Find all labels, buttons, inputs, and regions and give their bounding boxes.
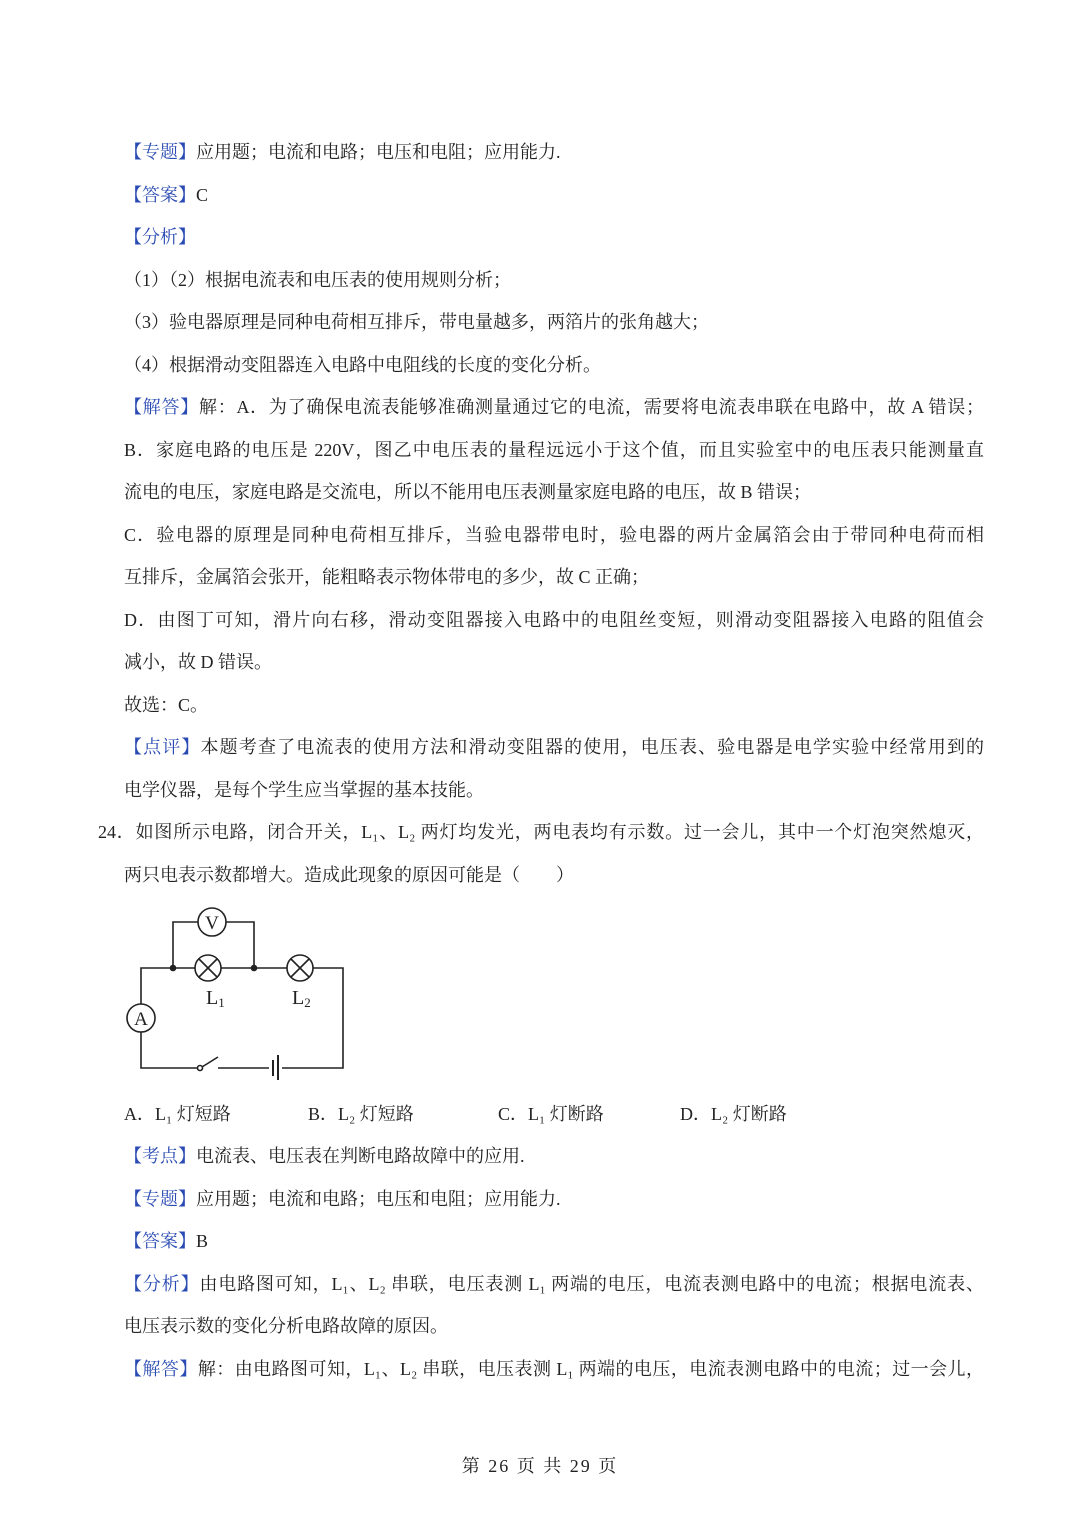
option-b: B．L₂ 灯短路 — [308, 1104, 414, 1124]
comment-line: 电学仪器，是每个学生应当掌握的基本技能。 — [124, 779, 484, 800]
solution-line: D．由图丁可知，滑片向右移，滑动变阻器接入电路中的电阻丝变短，则滑动变阻器接入电路的阻值会 — [124, 609, 984, 630]
switch — [198, 1057, 219, 1071]
comment-text: 本题考查了电流表的使用方法和滑动变阻器的使用，电压表、验电器是电学实验中经常用到的 — [200, 737, 984, 757]
topic-text: 应用题；电流和电路；电压和电阻；应用能力. — [196, 1188, 561, 1209]
comment-tag: 【点评】 — [124, 737, 201, 757]
lamp-l2 — [287, 955, 313, 981]
topic-tag: 【专题】 — [124, 1188, 196, 1209]
point-line — [124, 1135, 984, 1178]
solution-text: 解：由电路图可知，L₁、L₂ 串联，电压表测 L₁ 两端的电压，电流表测电路中的电流；过一会儿， — [197, 1358, 984, 1379]
page-number: 第 26 页 共 29 页 — [461, 1456, 619, 1476]
lamp1-label: L1 — [206, 987, 225, 1010]
topic-text: 应用题；电流和电路；电压和电阻；应用能力. — [196, 142, 561, 162]
solution-line: C．验电器的原理是同种电荷相互排斥，当验电器带电时，验电器的两片金属箔会由于带同种电荷而相 — [124, 524, 984, 545]
solution-line: 减小，故 D 错误。 — [124, 652, 272, 672]
solution-line — [124, 1348, 984, 1391]
question-line: 两只电表示数都增大。造成此现象的原因可能是（ ） — [124, 864, 574, 885]
topic-tag: 【专题】 — [124, 142, 196, 162]
solution-tag: 【解答】 — [124, 397, 199, 417]
answer-tag: 【答案】 — [124, 184, 196, 205]
solution-line: B．家庭电路的电压是 220V，图乙中电压表的量程远远小于这个值，而且实验室中的电压表只能测量直 — [124, 439, 984, 460]
battery — [273, 1055, 278, 1080]
junction — [171, 966, 176, 971]
analysis-line: 电压表示数的变化分析电路故障的原因。 — [124, 1316, 448, 1336]
lamp2-label: L2 — [292, 987, 311, 1010]
analysis-tag: 【分析】 — [124, 227, 196, 247]
analysis-line — [124, 1263, 984, 1306]
analysis-line: （1）（2）根据电流表和电压表的使用规则分析； — [124, 269, 511, 290]
circuit-diagram — [110, 900, 370, 1090]
option-c: C．L₁ 灯断路 — [498, 1104, 604, 1124]
voltmeter-label: V — [205, 913, 219, 934]
question-text: 如图所示电路，闭合开关，L₁、L₂ 两灯均发光，两电表均有示数。过一会儿，其中一个灯泡突然熄灭， — [135, 822, 984, 842]
solution-tag: 【解答】 — [124, 1358, 198, 1379]
question-number: 24． — [98, 822, 136, 842]
junction — [252, 966, 257, 971]
point-tag: 【考点】 — [124, 1146, 196, 1166]
analysis-text: 由电路图可知，L₁、L₂ 串联，电压表测 L₁ 两端的电压，电流表测电路中的电流；根据电流表、 — [199, 1273, 984, 1294]
answer-text: C — [196, 184, 209, 205]
ammeter-label: A — [134, 1009, 148, 1030]
question-solution — [124, 1135, 984, 1390]
question-line — [98, 811, 984, 854]
solution-text: 解：A．为了确保电流表能够准确测量通过它的电流，需要将电流表串联在电路中，故 A 错误； — [198, 397, 984, 417]
option-a: A．L₁ 灯短路 — [124, 1104, 231, 1124]
topic-line — [124, 1178, 984, 1221]
topic-line — [124, 131, 984, 174]
option-d: D．L₂ 灯断路 — [680, 1104, 787, 1124]
lamp-l1 — [195, 955, 221, 981]
solution-line: 故选：C。 — [124, 694, 209, 715]
previous-solution — [98, 131, 984, 896]
solution-line: 互排斥，金属箔会张开，能粗略表示物体带电的多少，故 C 正确； — [124, 567, 650, 587]
solution-line — [124, 386, 984, 429]
analysis-line: （4）根据滑动变阻器连入电路中电阻线的长度的变化分析。 — [124, 354, 601, 375]
answer-text: B — [196, 1231, 209, 1251]
analysis-line: （3）验电器原理是同种电荷相互排斥，带电量越多，两箔片的张角越大； — [124, 312, 709, 332]
wires — [141, 922, 343, 1068]
answer-tag: 【答案】 — [124, 1231, 196, 1251]
solution-line: 流电的电压，家庭电路是交流电，所以不能用电压表测量家庭电路的电压，故 B 错误； — [124, 482, 812, 502]
analysis-tag: 【分析】 — [124, 1273, 200, 1294]
answer-line — [124, 1220, 984, 1263]
comment-line — [124, 726, 984, 769]
answer-line — [124, 174, 984, 217]
point-text: 电流表、电压表在判断电路故障中的应用. — [196, 1146, 525, 1166]
answer-options — [124, 1093, 924, 1136]
